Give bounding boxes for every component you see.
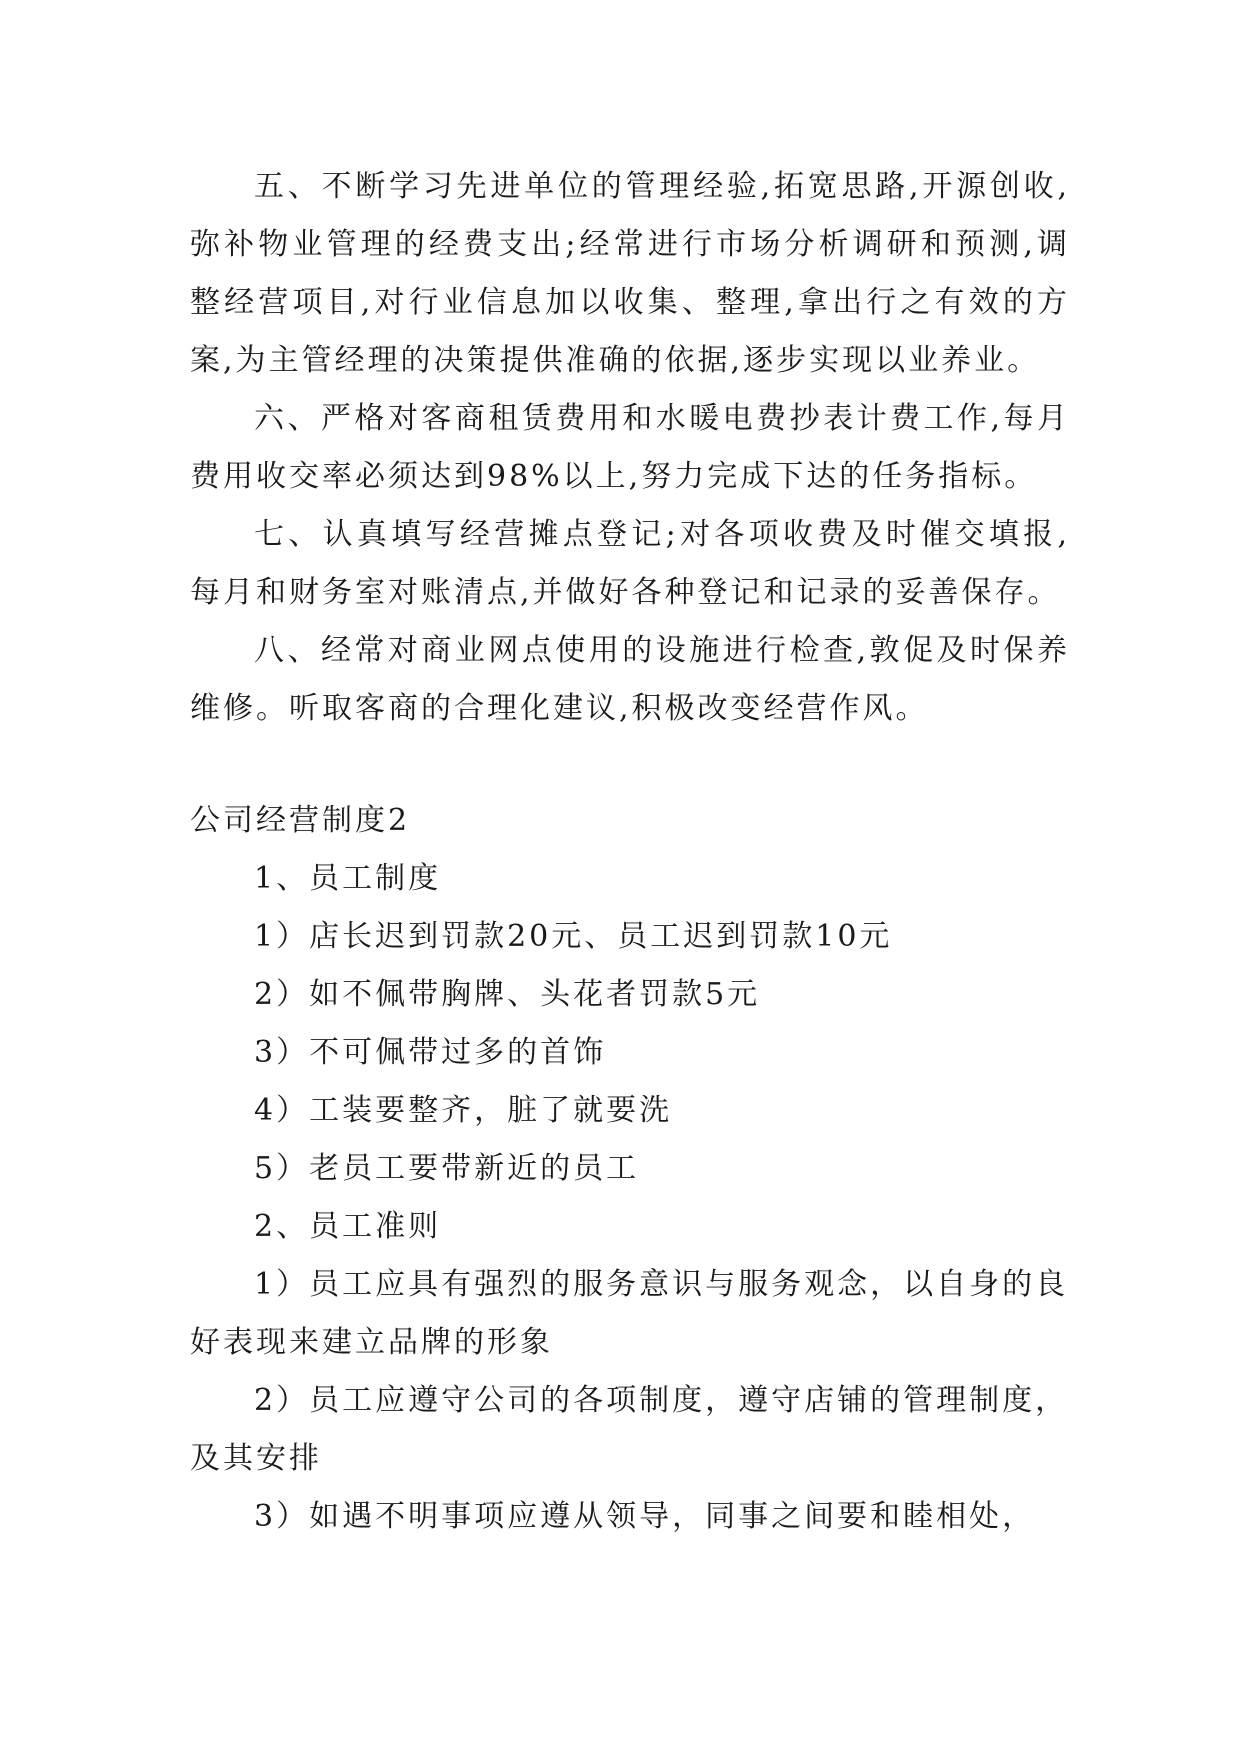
paragraph-eight: 八、经常对商业网点使用的设施进行检查,敦促及时保养维修。听取客商的合理化建议,积极改变经营作风。: [190, 633, 1070, 726]
list-item: 3）不可佩带过多的首饰: [254, 1035, 607, 1070]
section-title: 公司经营制度2: [190, 803, 411, 838]
paragraph-seven: 七、认真填写经营摊点登记;对各项收费及时催交填报,每月和财务室对账清点,并做好各种登记和记录的妥善保存。: [190, 517, 1070, 610]
subsection-heading-staff-rules: 1、员工制度: [254, 861, 442, 896]
list-item: 3）如遇不明事项应遵从领导，同事之间要和睦相处，: [254, 1499, 1036, 1534]
subsection-heading-staff-guidelines: 2、员工准则: [254, 1209, 442, 1244]
document-body: [190, 158, 1070, 1546]
list-item: 1）店长迟到罚款20元、员工迟到罚款10元: [254, 919, 893, 954]
list-item: 1）员工应具有强烈的服务意识与服务观念，以自身的良好表现来建立品牌的形象: [190, 1267, 1069, 1360]
list-item: 4）工装要整齐，脏了就要洗: [254, 1093, 673, 1128]
list-item: 2）员工应遵守公司的各项制度，遵守店铺的管理制度，及其安排: [190, 1383, 1069, 1476]
list-item: 2）如不佩带胸牌、头花者罚款5元: [254, 977, 761, 1012]
paragraph-six: 六、严格对客商租赁费用和水暖电费抄表计费工作,每月费用收交率必须达到98%以上,努力完成下达的任务指标。: [190, 401, 1070, 494]
paragraph-five: 五、不断学习先进单位的管理经验,拓宽思路,开源创收,弥补物业管理的经费支出;经常进行市场分析调研和预测,调整经营项目,对行业信息加以收集、整理,拿出行之有效的方案,为主管经理的决策提供准确的依据,逐步实现以业养业。: [190, 169, 1070, 378]
list-item: 5）老员工要带新近的员工: [254, 1151, 640, 1186]
